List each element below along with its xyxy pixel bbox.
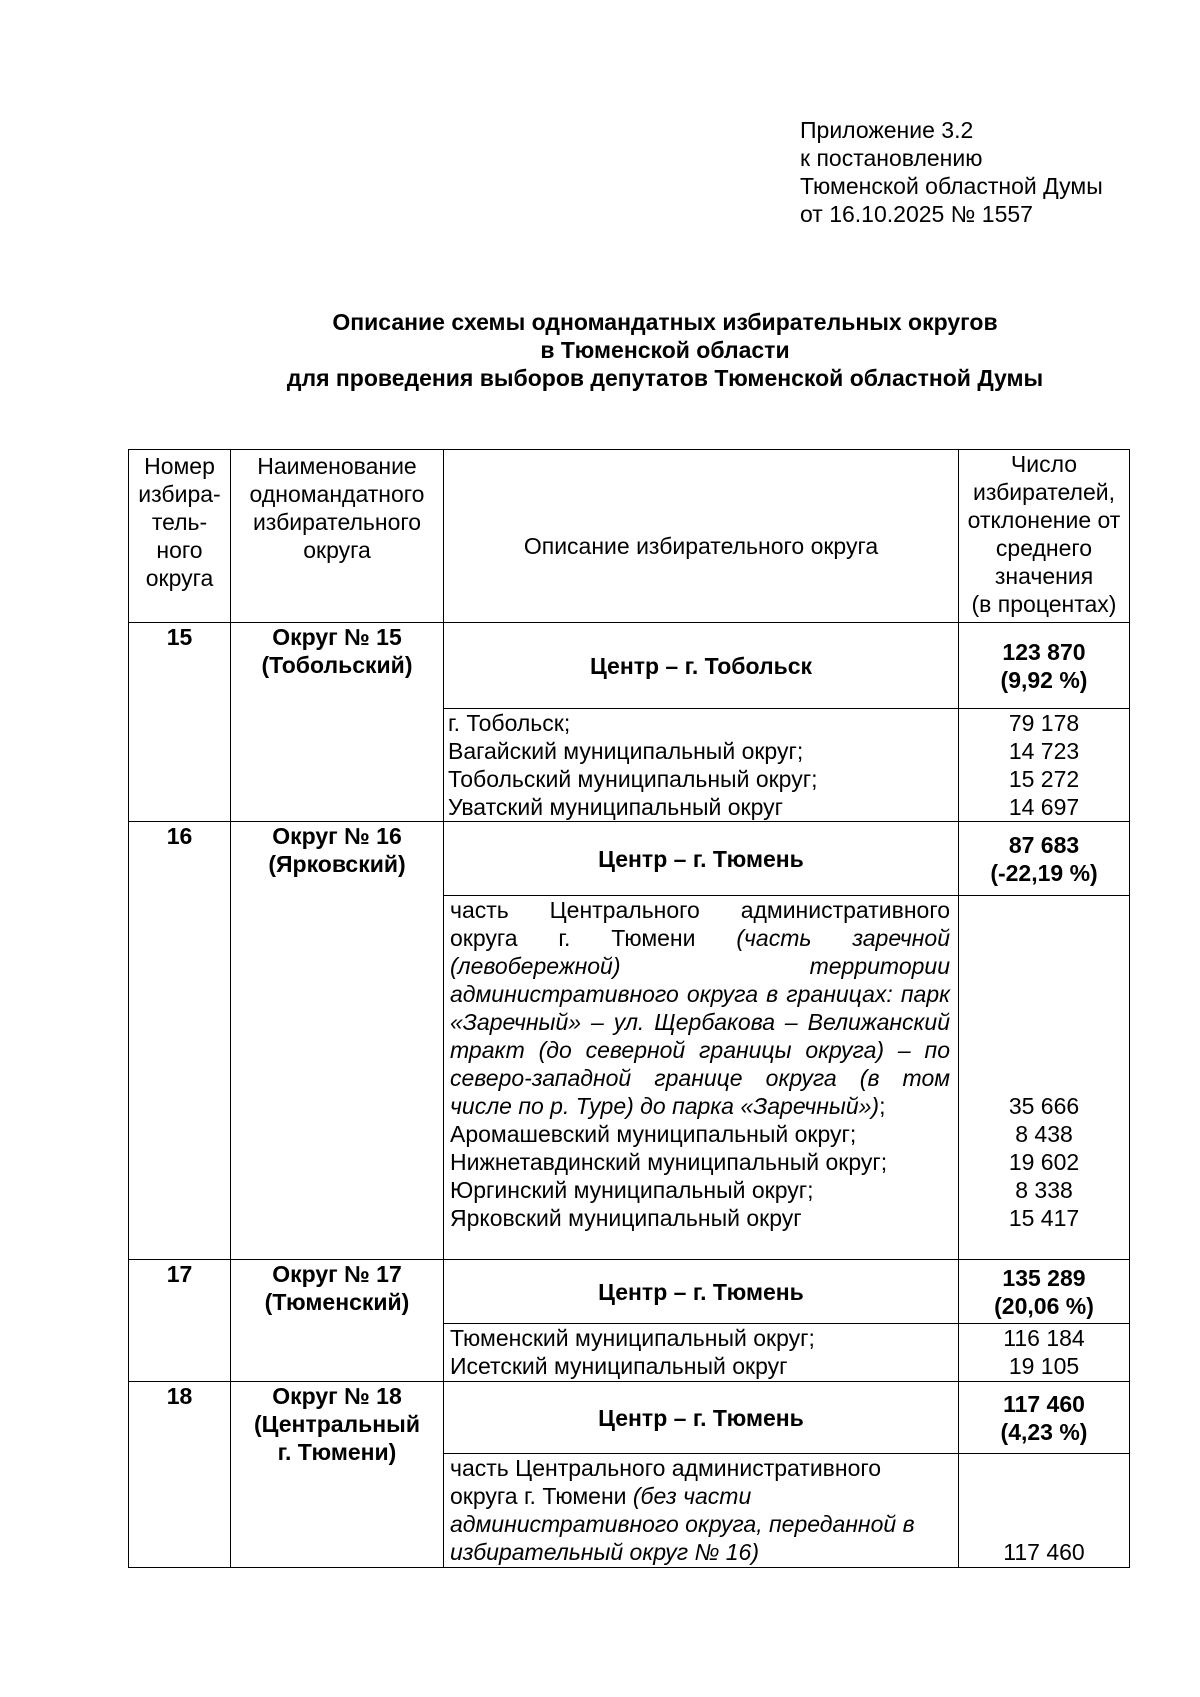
list-item — [450, 896, 950, 1120]
district-name-line: (Ярковский) — [268, 851, 406, 877]
list-item-value: 116 184 — [1003, 1325, 1085, 1351]
header-text: ного — [156, 537, 203, 563]
header-text: Номер — [144, 453, 215, 479]
list-item: г. Тобольск; — [448, 710, 571, 736]
header-text: тель- — [151, 509, 208, 535]
district-center: Центр – г. Тюмень — [444, 1260, 959, 1324]
district-number: 18 — [129, 1382, 231, 1568]
district-total-deviation: (20,06 %) — [994, 1292, 1094, 1319]
list-item-line — [450, 1482, 950, 1510]
district-center: Центр – г. Тюмень — [444, 1382, 959, 1454]
header-name — [231, 450, 444, 623]
value-spacer — [959, 896, 1129, 1092]
districts-table — [128, 449, 1130, 1568]
district-total-count: 123 870 — [1002, 638, 1086, 665]
header-text: отклонение от — [967, 507, 1121, 533]
district-number: 15 — [129, 623, 231, 822]
annex-line: Тюменской областной Думы — [800, 173, 1103, 199]
title-line: для проведения выборов депутатов Тюменской областной Думы — [286, 365, 1044, 391]
district-name — [231, 1382, 444, 1568]
district-number: 17 — [129, 1260, 231, 1382]
district-total-count: 117 460 — [1003, 1390, 1085, 1417]
list-item-value: 8 338 — [1015, 1177, 1073, 1203]
list-item-line — [450, 1538, 950, 1566]
district-name-line: Округ № 15 — [272, 624, 402, 650]
list-item-end: ; — [879, 1093, 886, 1119]
list-item-detail: административного округа, переданной в — [450, 1511, 915, 1537]
district-total-count: 87 683 — [1008, 831, 1080, 858]
title-line: Описание схемы одномандатных избирательных округов — [332, 309, 998, 335]
list-item-value: 15 272 — [1008, 766, 1080, 792]
district-total-deviation: (4,23 %) — [1000, 1418, 1088, 1445]
district-name-line: (Центральный — [254, 1411, 420, 1437]
district-name — [231, 1260, 444, 1382]
district-total — [959, 1260, 1130, 1324]
district-number: 16 — [129, 822, 231, 1260]
list-item-detail: (часть заречной (левобережной) территории административного округа в границах: парк «Заречный» – ул. Щербакова – Велижанский тракт (до северной границы округа) – по северо-западной границе округа (в том числе по р. Туре) до парка «Заречный») — [450, 925, 950, 1119]
district-name-line: г. Тюмени) — [277, 1439, 397, 1465]
district-total — [959, 1382, 1130, 1454]
list-item: Уватский муниципальный округ — [448, 794, 784, 820]
header-text: Описание избирательного округа — [523, 533, 879, 559]
list-item-detail: избирательный округ № 16) — [450, 1539, 760, 1565]
annex-block — [800, 116, 1103, 228]
district-name — [231, 822, 444, 1260]
header-text: одномандатного — [249, 481, 425, 507]
list-item-line — [450, 1510, 950, 1538]
district-values — [959, 709, 1130, 822]
list-item-value: 14 697 — [1008, 794, 1080, 820]
header-text: среднего — [995, 535, 1093, 561]
district-center-row — [129, 623, 1130, 709]
district-total — [959, 623, 1130, 709]
district-total-count: 135 289 — [1002, 1264, 1086, 1291]
list-item: Тобольский муниципальный округ; — [448, 766, 818, 792]
header-text: (в процентах) — [971, 591, 1117, 617]
district-name-line: (Тобольский) — [261, 652, 413, 678]
list-item: Исетский муниципальный округ — [450, 1353, 788, 1379]
district-description — [444, 709, 959, 822]
list-item-value: 35 666 — [1008, 1093, 1080, 1119]
list-item-detail: (без части — [632, 1483, 752, 1509]
header-text: избирателей, — [973, 479, 1115, 505]
header-text: избирательного — [252, 509, 422, 535]
header-number — [129, 450, 231, 623]
district-description — [444, 1454, 959, 1568]
list-item: Аромашевский муниципальный округ; — [450, 1121, 857, 1147]
list-item-line: часть Центрального административного — [450, 1455, 882, 1481]
header-text: значения — [994, 563, 1094, 589]
title-line: в Тюменской области — [540, 337, 790, 363]
district-description — [444, 896, 959, 1260]
list-item-value: 8 438 — [1015, 1121, 1073, 1147]
list-item-value: 15 417 — [1008, 1205, 1080, 1231]
header-description — [444, 450, 959, 623]
header-voters — [959, 450, 1130, 623]
district-total-deviation: (-22,19 %) — [990, 859, 1098, 886]
district-total-deviation: (9,92 %) — [1000, 666, 1088, 693]
district-center: Центр – г. Тюмень — [444, 822, 959, 896]
district-name-line: Округ № 16 — [272, 823, 402, 849]
district-center: Центр – г. Тобольск — [444, 623, 959, 709]
district-values — [959, 1454, 1130, 1568]
district-description — [444, 1324, 959, 1382]
list-item-value: 117 460 — [1003, 1539, 1085, 1565]
header-text: Наименование — [257, 453, 417, 479]
district-name-line: Округ № 18 — [272, 1383, 402, 1409]
district-values — [959, 896, 1130, 1260]
district-values — [959, 1324, 1130, 1382]
list-item: Ярковский муниципальный округ — [450, 1205, 802, 1231]
header-text: округа — [303, 537, 371, 563]
district-center-row — [129, 822, 1130, 896]
district-total — [959, 822, 1130, 896]
list-item: Нижнетавдинский муниципальный округ; — [450, 1149, 888, 1175]
value-spacer — [959, 1454, 1129, 1538]
header-text: избира- — [138, 481, 221, 507]
document-title — [150, 308, 1180, 392]
district-center-row — [129, 1260, 1130, 1324]
annex-line: от 16.10.2025 № 1557 — [800, 201, 1033, 227]
district-center-row — [129, 1382, 1130, 1454]
list-item-value: 19 105 — [1008, 1353, 1080, 1379]
list-item-plain: часть Центрального административного округа г. Тюмени — [450, 897, 950, 951]
district-name — [231, 623, 444, 822]
list-item-value: 14 723 — [1008, 738, 1080, 764]
list-item: Тюменский муниципальный округ; — [450, 1325, 815, 1351]
list-item: Вагайский муниципальный округ; — [448, 738, 804, 764]
list-item: Юргинский муниципальный округ; — [450, 1177, 814, 1203]
list-item-plain: округа г. Тюмени — [450, 1483, 627, 1509]
annex-line: Приложение 3.2 — [800, 117, 974, 143]
district-name-line: (Тюменский) — [264, 1289, 410, 1315]
table-header-row — [129, 450, 1130, 623]
list-item-value: 79 178 — [1008, 710, 1080, 736]
list-item-value: 19 602 — [1008, 1149, 1080, 1175]
annex-line: к постановлению — [800, 145, 983, 171]
district-name-line: Округ № 17 — [272, 1261, 402, 1287]
header-text: Число — [1010, 451, 1078, 477]
header-text: округа — [145, 565, 214, 591]
